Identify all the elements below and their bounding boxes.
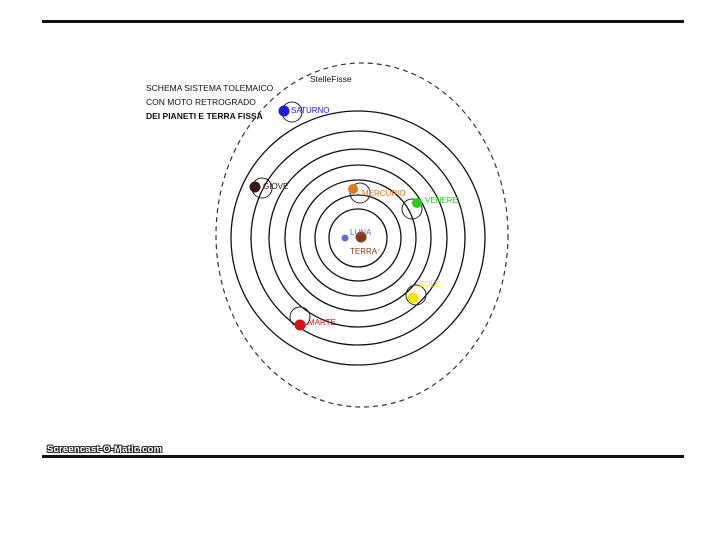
- caption-line-3: DEI PIANETI E TERRA FISSA: [146, 111, 263, 121]
- screencast-watermark: Screencast-O-Matic.com: [47, 444, 163, 455]
- fixed-stars-label: StelleFisse: [310, 74, 352, 84]
- venere-planet: [412, 198, 422, 208]
- saturno-label: SATURNO: [291, 106, 330, 115]
- caption-line-2: CON MOTO RETROGRADO: [146, 97, 256, 107]
- mercurio-label: MERCURIO: [362, 189, 406, 198]
- caption-line-1: SCHEMA SISTEMA TOLEMAICO: [146, 83, 274, 93]
- marte-label: MARTE: [308, 318, 336, 327]
- giove-label: GIOVE: [263, 182, 289, 191]
- sole-label: SOLE: [419, 280, 441, 289]
- venere-label: VENERE: [425, 196, 458, 205]
- saturno-planet: [279, 106, 290, 117]
- sole-planet: [408, 293, 419, 304]
- luna-label: LUNA: [350, 228, 372, 237]
- marte-planet: [295, 320, 306, 331]
- luna-planet: [342, 235, 349, 242]
- terra-label: TERRA: [350, 247, 378, 256]
- giove-planet: [250, 182, 261, 193]
- mercurio-planet: [348, 184, 358, 194]
